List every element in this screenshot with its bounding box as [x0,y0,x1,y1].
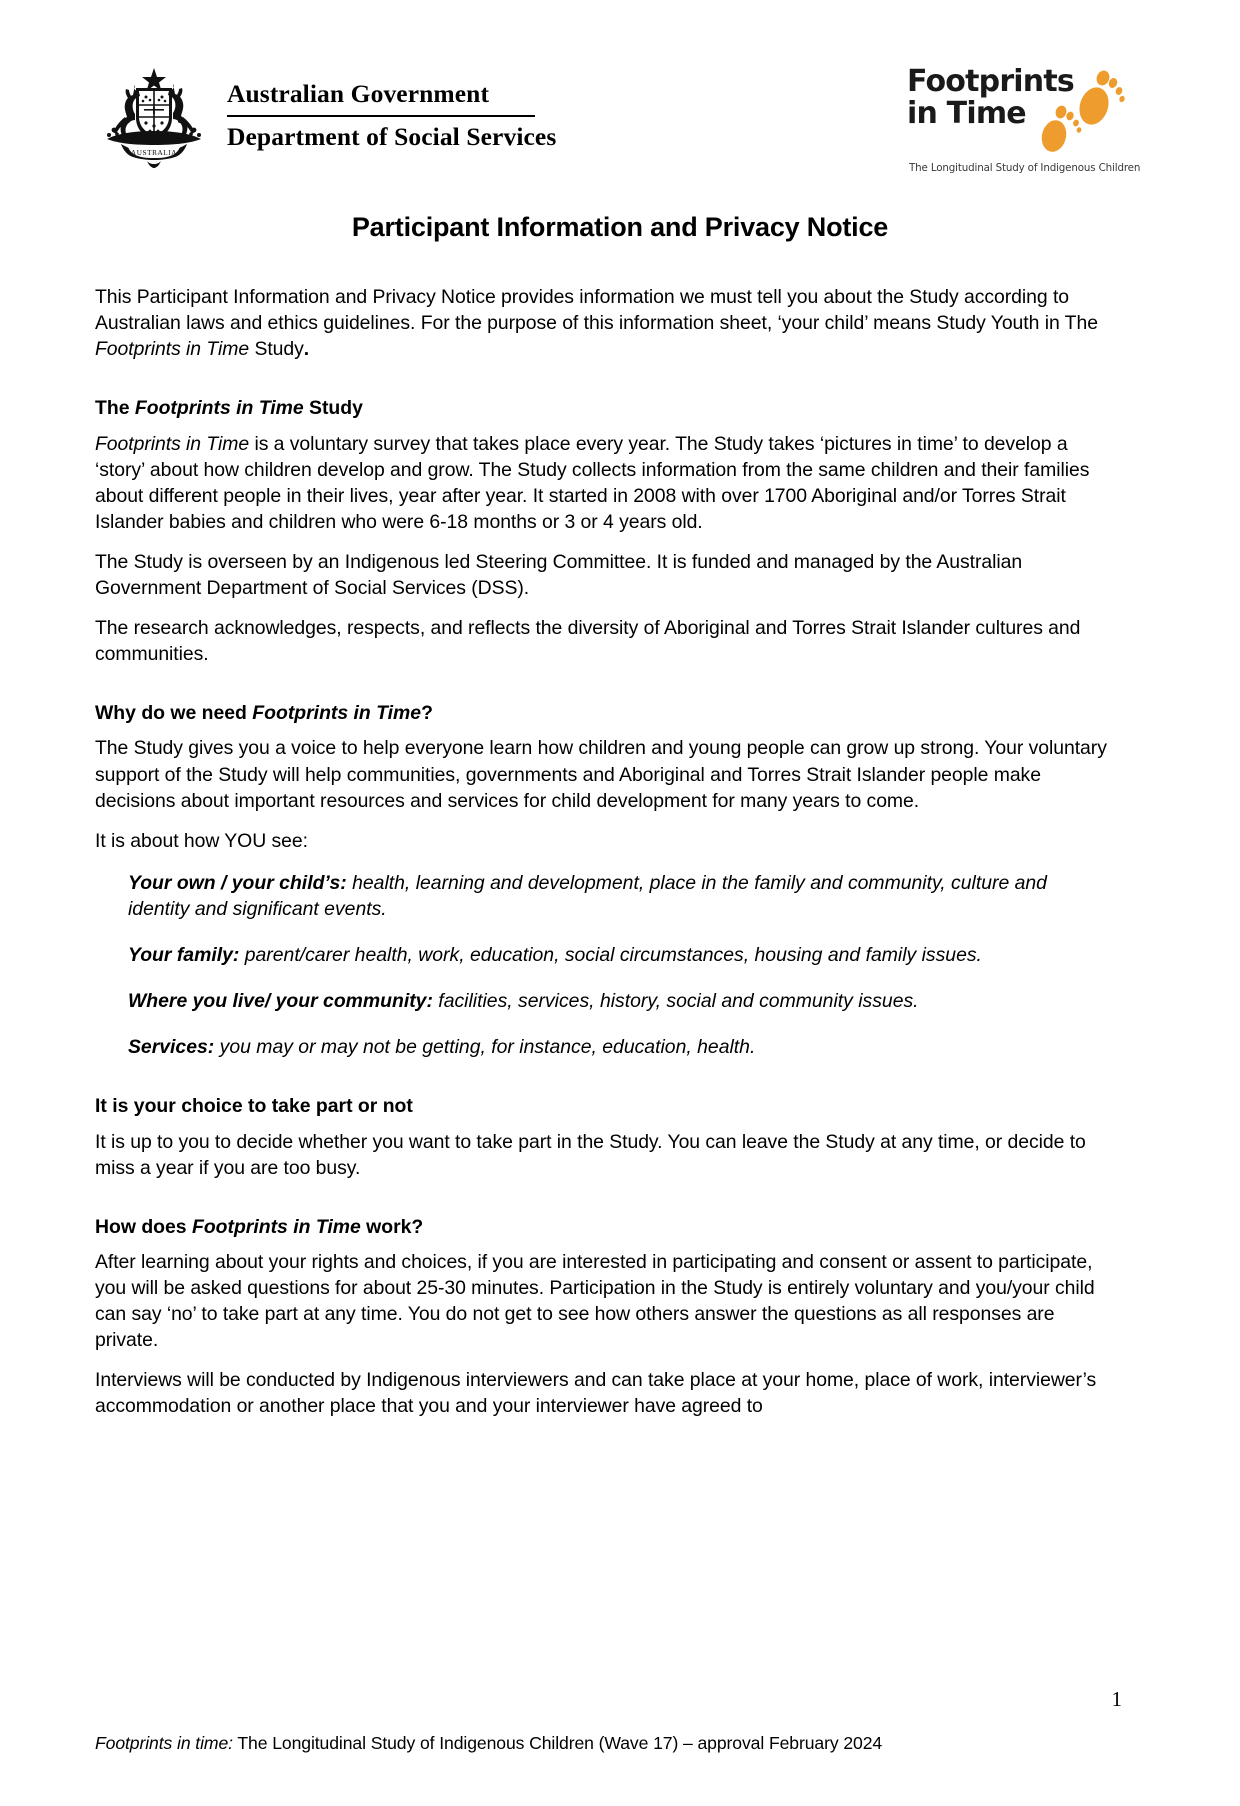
paragraph: The Study is overseen by an Indigenous led Steering Committee. It is funded and managed by the Australian Government Department of Social Services (DSS). [95,550,1023,599]
document-page [0,52,1240,1806]
heading-part-a: The [95,397,135,420]
footprints-icon [1034,58,1126,162]
section-heading [95,701,1122,726]
heading-emphasis: Footprints in Time [191,1215,361,1238]
list-item-label: Your own / your child’s: [128,871,347,894]
list-item [128,870,1112,922]
intro-text-b: Study [249,338,304,361]
heading-part-a: Why do we need [95,702,253,725]
paragraph: It is about how YOU see: [95,829,308,852]
gov-line-australian-government: Australian Government [227,79,490,109]
gov-logo-divider [227,115,535,117]
section-the-footprints-in-time-study [95,396,1122,667]
section-heading [95,1094,1122,1119]
list-item-text: you may or may not be getting, for instance, education, health. [214,1036,756,1059]
paragraph: After learning about your rights and choices, if you are interested in participating and consent or assent to participate, you will be asked questions for about 25-30 minutes. Participation in the Study is entirely voluntary and you/your child can say ‘no’ to take part at any time. You do not get to see how others answer the questions as all responses are private. [95,1250,1095,1352]
heading-part-a: It is your choice to take part or not [95,1095,413,1118]
list-item-label: Your family: [128,944,240,967]
paragraph: The Study gives you a voice to help everyone learn how children and young people can grow up strong. Your voluntary support of the Study will help communities, governments and Aboriginal and Torres Strait Islander people make decisions about important resources and services for child development for many years to come. [95,737,1107,812]
heading-part-b: work? [360,1215,424,1238]
document-body [0,284,1240,1420]
list-item-text: parent/carer health, work, education, social circumstances, housing and family issues. [239,944,982,967]
heading-part-b: Study [303,397,363,420]
list-item-text: health, learning and development, place in the family and community, culture and identity and significant events. [128,871,1047,920]
emphasis-list [95,870,1122,1060]
intro-text-a: This Participant Information and Privacy Notice provides information we must tell you about the Study according to Australian laws and ethics guidelines. For the purpose of this information sheet, ‘your child’ means Study Youth in The [95,286,1098,335]
paragraph: It is up to you to decide whether you want to take part in the Study. You can leave the Study at any time, or decide to miss a year if you are too busy. [95,1130,1086,1179]
section-how-does-footprints-in-time-work [95,1215,1122,1420]
heading-emphasis: Footprints in Time [134,397,304,420]
section-why-do-we-need-footprints-in-time [95,701,1122,1060]
gov-line-department: Department of Social Services [227,122,557,151]
fit-line-2: in Time [907,96,1026,132]
fit-tagline: The Longitudinal Study of Indigenous Children [909,162,1141,174]
paragraph: Interviews will be conducted by Indigenous interviewers and can take place at your home, place of work, interviewer’s accommodation or another place that you and your interviewer have agreed to [95,1369,1097,1418]
paragraph-emphasis-lead: Footprints in Time [95,432,250,455]
australian-government-logo [95,64,556,168]
list-item-label: Services: [128,1036,215,1059]
intro-text-c: . [303,338,310,361]
intro-emphasis: Footprints in Time [95,338,250,361]
document-header [0,52,1240,182]
section-heading [95,1215,1122,1240]
list-item [128,1034,1112,1060]
footer-citation-emphasis: Footprints in time: [95,1733,233,1753]
list-item [128,942,1112,968]
heading-part-a: How does [95,1215,192,1238]
intro-paragraph [95,284,1122,362]
footer-citation [95,1733,882,1754]
footer-citation-text: The Longitudinal Study of Indigenous Children (Wave 17) – approval February 2024 [232,1733,883,1753]
australian-coat-of-arms-icon [95,64,213,168]
page-title: Participant Information and Privacy Notice [351,212,889,242]
paragraph-text: is a voluntary survey that takes place every year. The Study takes ‘pictures in time’ to develop a ‘story’ about how children develop and grow. The Study collects information from the same children and their families about different people in their lives, year after year. It started in 2008 with over 1700 Aboriginal and/or Torres Strait Islander babies and children who were 6-18 months or 3 or 4 years old. [95,432,1090,533]
fit-line-1: Footprints [907,64,1074,99]
paragraph: The research acknowledges, respects, and reflects the diversity of Aboriginal and Torres Strait Islander cultures and communities. [95,617,1081,666]
list-item-text: facilities, services, history, social and community issues. [432,990,919,1013]
list-item [128,988,1112,1014]
government-wordmark [227,80,556,151]
heading-emphasis: Footprints in Time [252,702,422,725]
section-heading [95,396,1122,421]
heading-part-b: ? [421,702,433,725]
list-item-label: Where you live/ your community: [128,990,433,1013]
paragraph [95,431,1122,535]
page-number: 1 [1111,1687,1122,1711]
footprints-in-time-logo [907,56,1141,174]
section-it-is-your-choice [95,1094,1122,1180]
svg-text:AUSTRALIA: AUSTRALIA [130,149,178,157]
